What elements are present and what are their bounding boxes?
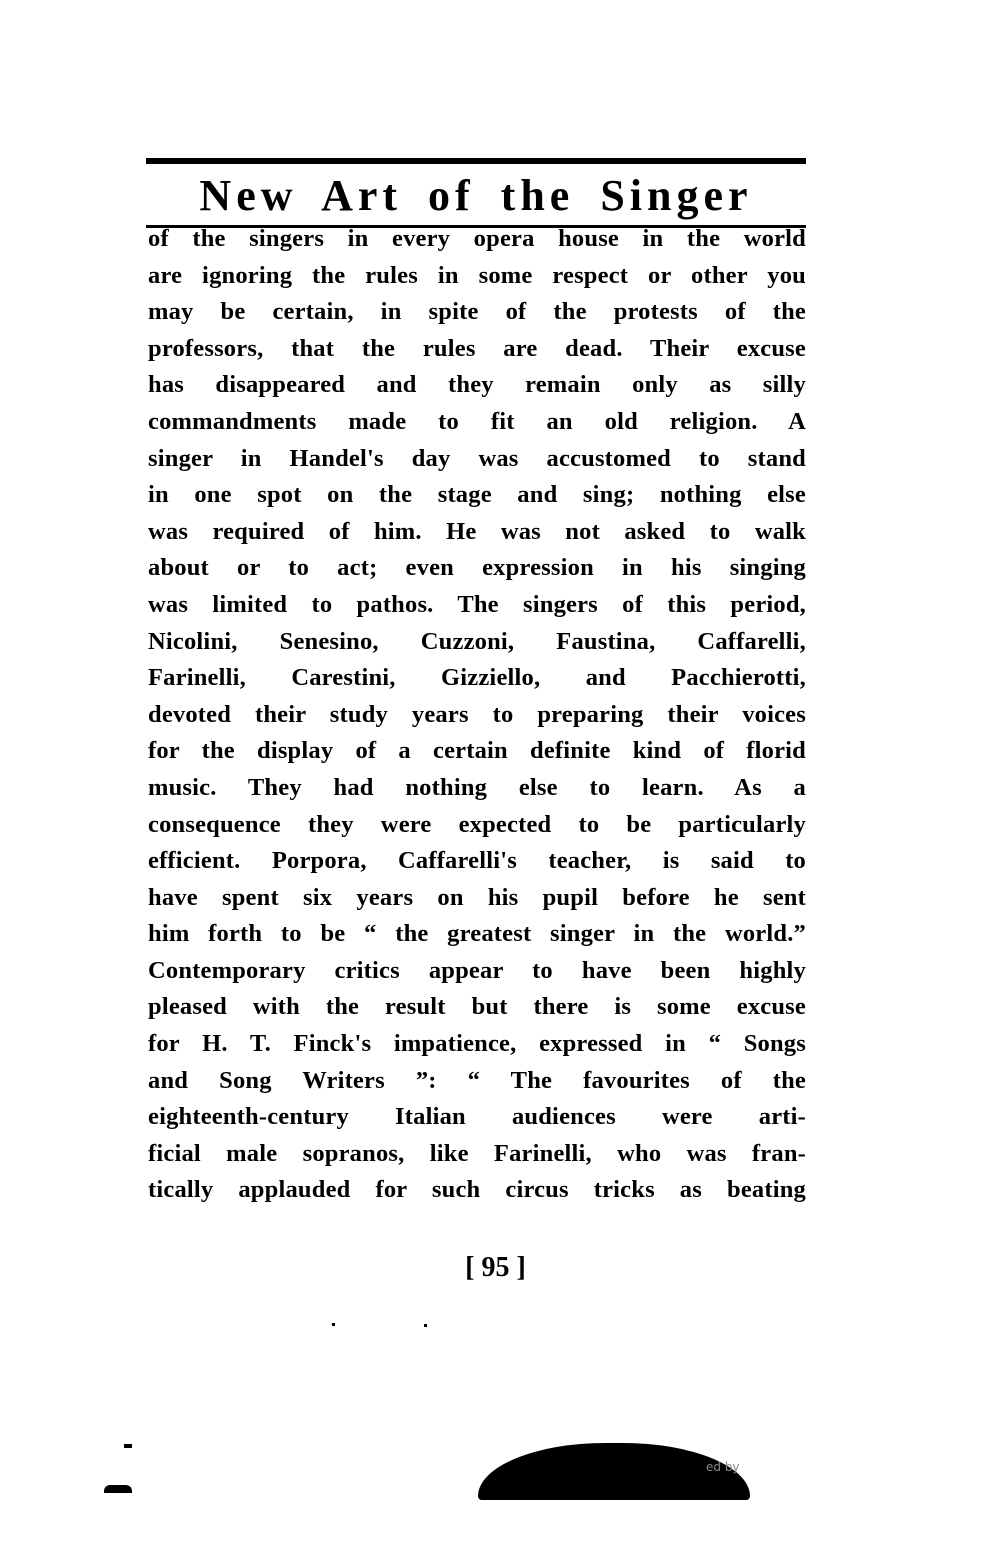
body-text xyxy=(148,221,806,1209)
text-line: are ignoring the rules in some respect or other you xyxy=(148,261,806,289)
text-line: consequence they were expected to be particularly xyxy=(148,810,806,838)
text-line: was limited to pathos. The singers of this period, xyxy=(148,590,806,618)
text-line: Nicolini, Senesino, Cuzzoni, Faustina, Caffarelli, xyxy=(148,627,806,655)
text-line: pleased with the result but there is some excuse xyxy=(148,993,806,1021)
text-line: music. They had nothing else to learn. As a xyxy=(148,773,806,801)
text-line: have spent six years on his pupil before he sent xyxy=(148,883,806,911)
text-line: has disappeared and they remain only as silly xyxy=(148,371,806,399)
text-line: eighteenth-century Italian audiences were arti- xyxy=(148,1103,806,1131)
scan-speck xyxy=(332,1323,335,1326)
text-line: for H. T. Finck's impatience, expressed in “ Songs xyxy=(148,1030,806,1058)
text-line: commandments made to fit an old religion. A xyxy=(148,407,806,435)
page-number xyxy=(0,1252,1007,1284)
text-line: and Song Writers ”: “ The favourites of the xyxy=(148,1066,806,1094)
watermark-fragment: ed by xyxy=(706,1460,740,1474)
header-rule-top xyxy=(146,158,806,164)
text-line: was required of him. He was not asked to walk xyxy=(148,517,806,545)
text-line: ficial male sopranos, like Farinelli, who was fran- xyxy=(148,1139,806,1167)
scan-speck xyxy=(124,1444,132,1448)
text-line: him forth to be “ the greatest singer in the world.” xyxy=(148,920,806,948)
page-number-text: [ 95 ] xyxy=(465,1252,526,1283)
text-line: for the display of a certain definite kind of florid xyxy=(148,737,806,765)
text-line: tically applauded for such circus tricks as beating xyxy=(148,1176,806,1204)
text-line: may be certain, in spite of the protests of the xyxy=(148,298,806,326)
text-line: Contemporary critics appear to have been highly xyxy=(148,956,806,984)
scan-speck xyxy=(104,1485,132,1493)
text-line: in one spot on the stage and sing; nothing else xyxy=(148,481,806,509)
text-line: of the singers in every opera house in the world xyxy=(148,225,806,252)
text-line: Farinelli, Carestini, Gizziello, and Pacchierotti, xyxy=(148,664,806,692)
text-line: singer in Handel's day was accustomed to stand xyxy=(148,444,806,472)
text-line: about or to act; even expression in his singing xyxy=(148,554,806,582)
text-line: professors, that the rules are dead. Their excuse xyxy=(148,334,806,362)
text-line: devoted their study years to preparing their voices xyxy=(148,700,806,728)
text-line: efficient. Porpora, Caffarelli's teacher, is said to xyxy=(148,847,806,875)
running-title: New Art of the Singer xyxy=(199,171,753,220)
scan-speck xyxy=(424,1324,427,1327)
